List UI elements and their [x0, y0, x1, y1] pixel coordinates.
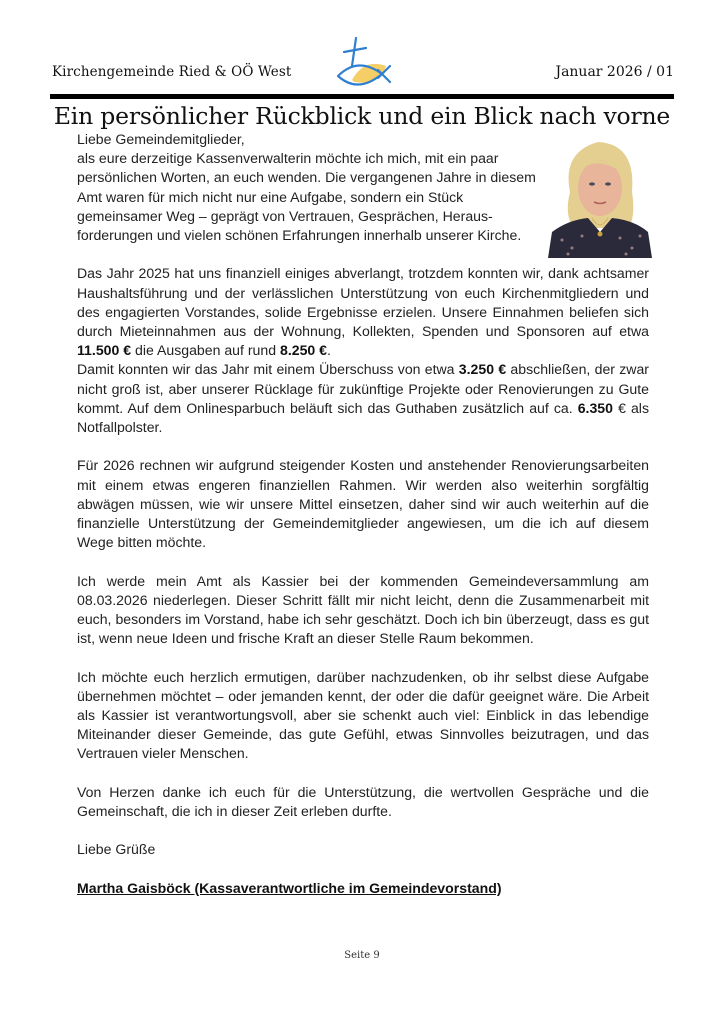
closing: Liebe Grüße	[77, 841, 156, 858]
header-rule	[50, 94, 674, 99]
article-title: Ein persönlicher Rückblick und ein Blick nach vorne	[53, 102, 671, 130]
fish-cross-logo-icon	[330, 36, 394, 90]
expenses-amount: 8.250 €	[279, 342, 328, 359]
issue-date: Januar 2026 / 01	[555, 64, 674, 80]
page-number: Seite 9	[344, 950, 380, 961]
greeting: Liebe Gemeindemitglieder,	[77, 131, 245, 147]
resignation-paragraph: Ich werde mein Amt als Kassier bei der kommenden Gemeindeversammlung am 08.03.2026 niederlegen. Dieser Schritt fällt mir nicht leicht, denn die Zusammenarbeit mit euch, besonders im Vorstand, habe ich sehr geschätzt. Doch ich bin überzeugt, dass es gut ist, wenn neue Ideen und frische Kraft an dieser Stelle Raum bekommen.	[77, 572, 649, 647]
surplus-amount: 3.250 €	[458, 361, 507, 378]
finance-text: € als Notfallpolster.	[77, 399, 649, 436]
outlook-paragraph: Für 2026 rechnen wir aufgrund steigender Kosten und anstehender Renovierungsarbeiten mit einem etwas engeren finanziellen Rahmen. Wir werden also weiterhin sorgfältig abwägen müssen, wie wir unsere Mittel einsetzen, daher sind wir auch weiterhin auf die finanzielle Unterstützung der Gemeindemitglieder angewiesen, um die ich auf diesem Wege bitten möchte.	[77, 457, 649, 551]
finance-text: Damit konnten wir das Jahr mit einem Überschuss von etwa	[77, 361, 459, 378]
signature-line	[77, 879, 649, 898]
income-amount: 11.500 €	[77, 342, 132, 359]
finance-text: die Ausgaben auf rund	[131, 342, 280, 359]
intro-block	[77, 130, 547, 245]
signature: Martha Gaisböck (Kassaverantwortliche im Gemeindevorstand)	[77, 879, 502, 896]
surplus-paragraph	[77, 360, 649, 437]
article-body	[77, 130, 649, 917]
finance-text: .	[327, 342, 331, 359]
finance-text: abschließen, der zwar nicht groß ist, aber unserer Rücklage für zukünftige Projekte oder Renovierungen zu Gute kommt. Auf dem Onlinesparbuch beläuft sich das Guthaben zusätzlich auf ca.	[77, 361, 649, 416]
savings-amount: 6.350	[577, 399, 613, 416]
thanks-paragraph: Von Herzen danke ich euch für die Unterstützung, die wertvollen Gespräche und die Gemeinschaft, die ich in dieser Zeit erleben durfte.	[77, 783, 649, 820]
intro-paragraph: als eure derzeitige Kassenverwalterin möchte ich mich, mit ein paar persönlichen Worten, an euch wenden. Die vergangenen Jahre in diesem Amt waren für mich nicht nur eine Aufgabe, sondern ein Stück gemeinsamer Weg – geprägt von Vertrauen, Gesprächen, Heraus-forderungen und vielen schönen Erfahrungen innerhalb unserer Kirche.	[77, 150, 536, 244]
organization-name: Kirchengemeinde Ried & OÖ West	[52, 64, 292, 80]
finance-paragraph	[77, 264, 649, 360]
finance-text: Das Jahr 2025 hat uns finanziell einiges abverlangt, trotzdem konnten wir, dank achtsamer Haushaltsführung und der verlässlichen Unterstützung von euch Kirchenmitgliedern und des engagierten Vorstandes, solide Ergebnisse erzielen. Unsere Einnahmen beliefen sich durch Mieteinnahmen aus der Wohnung, Kollekten, Spenden und Sponsoren auf etwa	[77, 265, 649, 340]
encouragement-paragraph: Ich möchte euch herzlich ermutigen, darüber nachzudenken, ob ihr selbst diese Aufgabe übernehmen möchtet – oder jemanden kennt, der oder die dafür geeignet wäre. Die Arbeit als Kassier ist verantwortungsvoll, aber sie schenkt auch viel: Einblick in das lebendige Miteinander dieser Gemeinde, das gute Gefühl, etwas Sinnvolles beizutragen, und das Vertrauen vieler Menschen.	[77, 668, 649, 762]
logo-cross	[344, 38, 366, 66]
